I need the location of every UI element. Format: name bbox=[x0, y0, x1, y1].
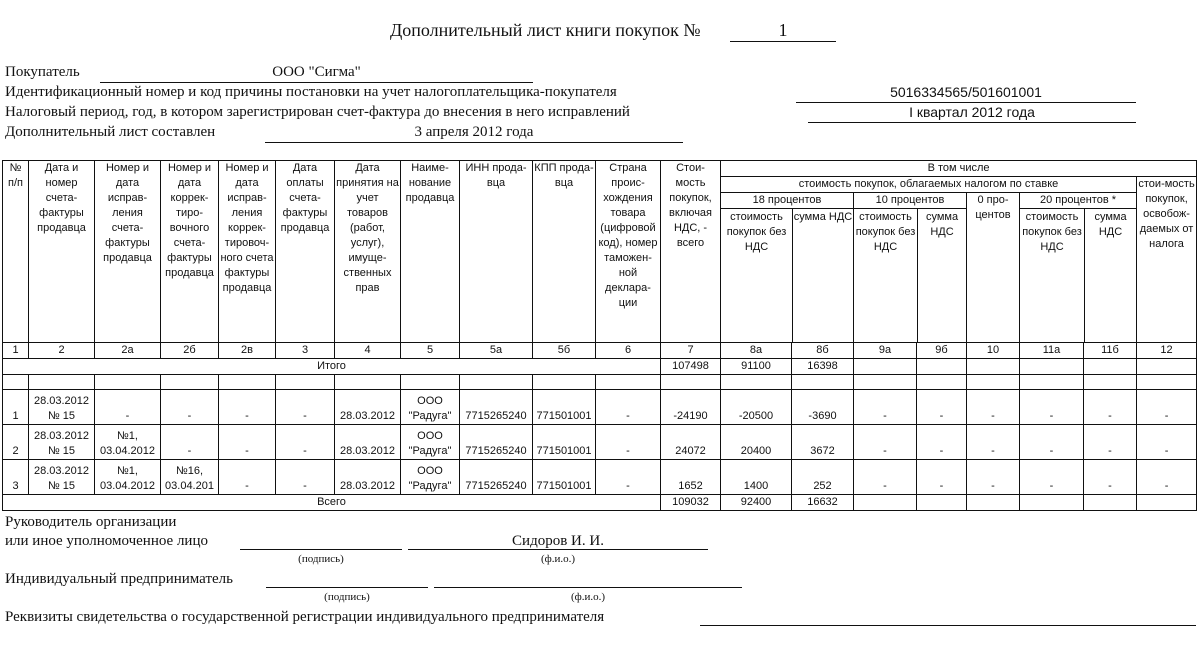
cell-18-vat: 252 bbox=[792, 460, 854, 495]
header-rate-10-group bbox=[854, 193, 967, 343]
header-rate-10: 10 процентов bbox=[854, 193, 966, 209]
col-num: 11а bbox=[1020, 343, 1084, 359]
header-exempt: стои-мость покупок, освобож-даемых от налога bbox=[1137, 177, 1197, 343]
ip-label: Индивидуальный предприниматель bbox=[5, 571, 233, 587]
header-taxed: стоимость покупок, облагаемых налогом по ставке bbox=[721, 177, 1137, 193]
cell-kpp: 771501001 bbox=[533, 390, 596, 425]
vsego-label: Всего bbox=[3, 495, 661, 511]
header-including: В том числе bbox=[721, 161, 1197, 177]
col-num: 8б bbox=[792, 343, 854, 359]
cell-20-cost: - bbox=[1020, 425, 1084, 460]
column-numbers-row bbox=[3, 343, 1197, 359]
header-accept-date: Дата принятия на учет товаров (работ, услуг), имуще-ственных прав bbox=[335, 161, 401, 343]
cell-country: - bbox=[596, 425, 661, 460]
inn-label: Идентификационный номер и код причины постановки на учет налогоплательщика-покупателя bbox=[5, 84, 617, 100]
document-title: Дополнительный лист книги покупок № bbox=[390, 20, 701, 40]
signature-line-1 bbox=[240, 533, 402, 550]
header-18-cost: стоимость покупок без НДС bbox=[721, 209, 793, 342]
cell-total: 1652 bbox=[661, 460, 721, 495]
cell-exempt: - bbox=[1137, 460, 1197, 495]
cell-accept-date: 28.03.2012 bbox=[335, 460, 401, 495]
itogo-row bbox=[3, 359, 1197, 375]
header-seller: Наиме-нование продавца bbox=[401, 161, 460, 343]
cell-10-vat: - bbox=[917, 460, 967, 495]
signature-line-2 bbox=[266, 571, 428, 588]
header-20-vat: сумма НДС bbox=[1094, 211, 1127, 238]
cell-accept-date: 28.03.2012 bbox=[335, 425, 401, 460]
cell-num: 1 bbox=[3, 390, 29, 425]
header-10-vat: сумма НДС bbox=[925, 211, 959, 238]
vsego-18-vat: 16632 bbox=[792, 495, 854, 511]
cell-exempt: - bbox=[1137, 425, 1197, 460]
header-correction: Номер и дата исправ-ления счета-фактуры продавца bbox=[95, 161, 161, 343]
cell-adj-correction: - bbox=[219, 460, 276, 495]
caption-sign-1: (подпись) bbox=[298, 553, 344, 565]
caption-sign-2: (подпись) bbox=[324, 591, 370, 603]
col-num: 12 bbox=[1137, 343, 1197, 359]
cell-20-vat: - bbox=[1084, 425, 1137, 460]
cell-0: - bbox=[967, 390, 1020, 425]
header-rate-0: 0 про-центов bbox=[967, 193, 1020, 343]
cell-0: - bbox=[967, 460, 1020, 495]
col-num: 2а bbox=[95, 343, 161, 359]
compiled-value: 3 апреля 2012 года bbox=[414, 124, 534, 140]
header-rate-18-group bbox=[721, 193, 854, 343]
cell-18-cost: 20400 bbox=[721, 425, 792, 460]
sheet-number: 1 bbox=[778, 20, 788, 40]
cell-inn: 7715265240 bbox=[460, 390, 533, 425]
col-num: 3 bbox=[276, 343, 335, 359]
cell-0: - bbox=[967, 425, 1020, 460]
cell-adjustment: №16, 03.04.201 bbox=[161, 460, 219, 495]
cell-inn: 7715265240 bbox=[460, 425, 533, 460]
col-num: 11б bbox=[1084, 343, 1137, 359]
header-rate-20-group bbox=[1020, 193, 1137, 343]
fio-line-2 bbox=[434, 571, 742, 588]
header-rate-20: 20 процентов * bbox=[1020, 193, 1136, 209]
cell-invoice: 28.03.2012 № 15 bbox=[29, 390, 95, 425]
cell-adj-correction: - bbox=[219, 390, 276, 425]
cell-seller: ООО "Радуга" bbox=[401, 390, 460, 425]
cell-seller: ООО "Радуга" bbox=[401, 425, 460, 460]
header-num: № п/п bbox=[3, 161, 29, 343]
itogo-18-cost: 91100 bbox=[721, 359, 792, 375]
header-20-cost: стоимость покупок без НДС bbox=[1020, 209, 1085, 342]
cell-payment-date: - bbox=[276, 390, 335, 425]
cell-num: 2 bbox=[3, 425, 29, 460]
header-10-cost: стоимость покупок без НДС bbox=[854, 209, 918, 342]
caption-fio-2: (ф.и.о.) bbox=[570, 591, 606, 603]
cell-accept-date: 28.03.2012 bbox=[335, 390, 401, 425]
cell-invoice: 28.03.2012 № 15 bbox=[29, 460, 95, 495]
cell-10-vat: - bbox=[917, 425, 967, 460]
vsego-row bbox=[3, 495, 1197, 511]
cell-20-cost: - bbox=[1020, 460, 1084, 495]
cell-kpp: 771501001 bbox=[533, 460, 596, 495]
cell-correction: - bbox=[95, 390, 161, 425]
vsego-total: 109032 bbox=[661, 495, 721, 511]
cell-18-cost: -20500 bbox=[721, 390, 792, 425]
cell-exempt: - bbox=[1137, 390, 1197, 425]
cell-total: 24072 bbox=[661, 425, 721, 460]
buyer-label: Покупатель bbox=[5, 64, 80, 80]
table-row bbox=[3, 460, 1197, 495]
cell-adjustment: - bbox=[161, 425, 219, 460]
caption-fio-1: (ф.и.о.) bbox=[540, 553, 576, 565]
header-invoice-date-number: Дата и номер счета-фактуры продавца bbox=[29, 161, 95, 343]
itogo-label: Итого bbox=[3, 359, 661, 375]
purchase-book-table bbox=[2, 160, 1197, 511]
col-num: 2б bbox=[161, 343, 219, 359]
cell-correction: №1, 03.04.2012 bbox=[95, 460, 161, 495]
cell-payment-date: - bbox=[276, 460, 335, 495]
cell-correction: №1, 03.04.2012 bbox=[95, 425, 161, 460]
col-num: 5б bbox=[533, 343, 596, 359]
buyer-value: ООО "Сигма" bbox=[272, 64, 361, 80]
cell-20-vat: - bbox=[1084, 390, 1137, 425]
cell-10-cost: - bbox=[854, 460, 917, 495]
table-row bbox=[3, 425, 1197, 460]
col-num: 8а bbox=[721, 343, 792, 359]
period-label: Налоговый период, год, в котором зарегистрирован счет-фактура до внесения в него исправлений bbox=[5, 104, 630, 120]
cell-country: - bbox=[596, 460, 661, 495]
col-num: 2 bbox=[29, 343, 95, 359]
cell-num: 3 bbox=[3, 460, 29, 495]
col-num: 6 bbox=[596, 343, 661, 359]
header-country: Страна проис-хождения товара (цифровой код), номер таможен-ной деклара-ции bbox=[596, 161, 661, 343]
cell-10-vat: - bbox=[917, 390, 967, 425]
header-18-vat: сумма НДС bbox=[793, 211, 853, 223]
table-row bbox=[3, 390, 1197, 425]
compiled-label: Дополнительный лист составлен bbox=[5, 124, 216, 140]
itogo-18-vat: 16398 bbox=[792, 359, 854, 375]
period-value: I квартал 2012 года bbox=[909, 104, 1035, 120]
cell-10-cost: - bbox=[854, 390, 917, 425]
cell-20-vat: - bbox=[1084, 460, 1137, 495]
header-payment-date: Дата оплаты счета-фактуры продавца bbox=[276, 161, 335, 343]
header-adjustment-correction: Номер и дата исправ-ления коррек-тировоч-ного счета фактуры продавца bbox=[219, 161, 276, 343]
cell-payment-date: - bbox=[276, 425, 335, 460]
cell-total: -24190 bbox=[661, 390, 721, 425]
col-num: 10 bbox=[967, 343, 1020, 359]
cell-adj-correction: - bbox=[219, 425, 276, 460]
header-kpp: КПП прода-вца bbox=[533, 161, 596, 343]
header-adjustment: Номер и дата коррек-тиро-вочного счета-фактуры продавца bbox=[161, 161, 219, 343]
col-num: 1 bbox=[3, 343, 29, 359]
col-num: 9б bbox=[917, 343, 967, 359]
signer-label-1: Руководитель организации bbox=[5, 514, 177, 530]
signer-label-2: или иное уполномоченное лицо bbox=[5, 533, 208, 549]
cell-country: - bbox=[596, 390, 661, 425]
header-rate-18: 18 процентов bbox=[721, 193, 853, 209]
cell-inn: 7715265240 bbox=[460, 460, 533, 495]
cell-kpp: 771501001 bbox=[533, 425, 596, 460]
col-num: 5а bbox=[460, 343, 533, 359]
col-num: 7 bbox=[661, 343, 721, 359]
cell-18-vat: -3690 bbox=[792, 390, 854, 425]
cell-18-vat: 3672 bbox=[792, 425, 854, 460]
itogo-total: 107498 bbox=[661, 359, 721, 375]
col-num: 5 bbox=[401, 343, 460, 359]
col-num: 4 bbox=[335, 343, 401, 359]
col-num: 2в bbox=[219, 343, 276, 359]
cell-adjustment: - bbox=[161, 390, 219, 425]
cell-20-cost: - bbox=[1020, 390, 1084, 425]
cell-seller: ООО "Радуга" bbox=[401, 460, 460, 495]
cell-invoice: 28.03.2012 № 15 bbox=[29, 425, 95, 460]
inn-value: 5016334565/501601001 bbox=[890, 84, 1042, 100]
signer-name: Сидоров И. И. bbox=[512, 533, 604, 549]
cell-18-cost: 1400 bbox=[721, 460, 792, 495]
header-total-cost: Стои-мость покупок, включая НДС, - всего bbox=[661, 161, 721, 343]
col-num: 9а bbox=[854, 343, 917, 359]
requisites-line bbox=[700, 609, 1196, 626]
requisites-label: Реквизиты свидетельства о государственной регистрации индивидуального предпринимателя bbox=[5, 609, 605, 625]
header-inn: ИНН прода-вца bbox=[460, 161, 533, 343]
vsego-18-cost: 92400 bbox=[721, 495, 792, 511]
cell-10-cost: - bbox=[854, 425, 917, 460]
